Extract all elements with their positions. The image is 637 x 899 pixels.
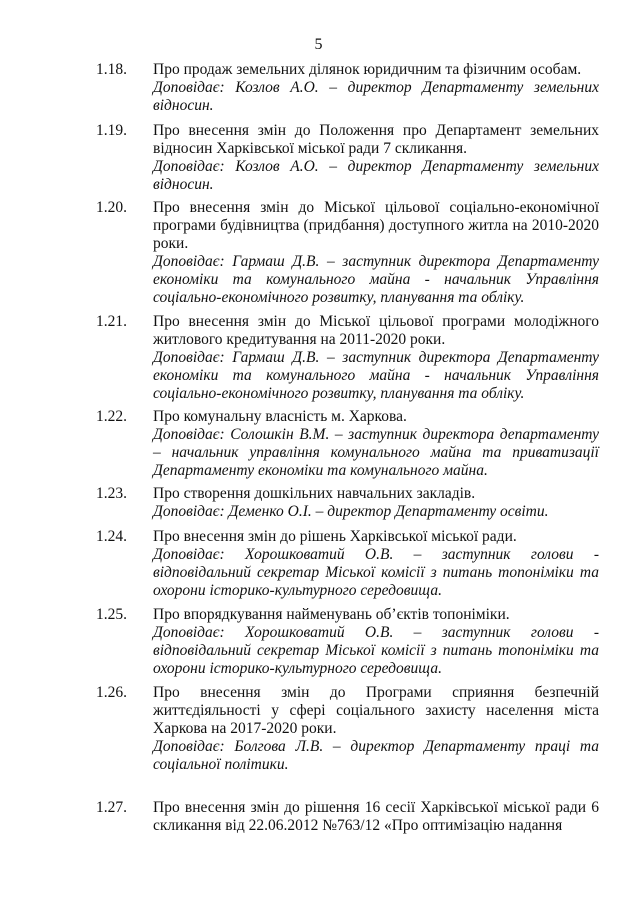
item-title: Про комунальну власність м. Харкова. [153, 408, 407, 425]
item-body [153, 408, 599, 480]
item-number: 1.27. [96, 799, 127, 816]
item-title: Про продаж земельних ділянок юридичним та фізичним особам. [153, 61, 582, 78]
item-speaker: Доповідає: Козлов А.О. – директор Департаменту земельних відносин. [153, 79, 599, 114]
item-number: 1.21. [96, 313, 127, 330]
item-title: Про внесення змін до рішення 16 сесії Харківської міської ради 6 скликання від 22.06.2012 №763/12 «Про оптимізацію надання [153, 799, 599, 834]
item-number: 1.24. [96, 528, 127, 545]
item-body [153, 684, 599, 774]
item-speaker: Доповідає: Болгова Л.В. – директор Департаменту праці та соціальної політики. [153, 738, 599, 773]
item-title: Про внесення змін до Міської цільової програми молодіжного житлового кредитування на 2011-2020 роки. [153, 313, 599, 348]
item-speaker: Доповідає: Гармаш Д.В. – заступник директора Департаменту економіки та комунального майна - начальник Управління соціально-економічного розвитку, планування та обліку. [153, 253, 599, 306]
item-number: 1.23. [96, 485, 127, 502]
item-body [153, 606, 599, 678]
item-number: 1.25. [96, 606, 127, 623]
item-number: 1.20. [96, 199, 127, 216]
item-title: Про внесення змін до Положення про Департамент земельних відносин Харківської міської ради 7 скликання. [153, 122, 599, 157]
item-title: Про впорядкування найменувань об’єктів топоніміки. [153, 606, 510, 623]
item-number: 1.22. [96, 408, 127, 425]
item-speaker: Доповідає: Гармаш Д.В. – заступник директора Департаменту економіки та комунального майна - начальник Управління соціально-економічного розвитку, планування та обліку. [153, 349, 599, 402]
item-title: Про внесення змін до рішень Харківської міської ради. [153, 528, 517, 545]
item-speaker: Доповідає: Козлов А.О. – директор Департаменту земельних відносин. [153, 158, 599, 193]
item-body [153, 485, 599, 521]
page-number: 5 [314, 36, 323, 53]
item-body [153, 61, 599, 115]
item-speaker: Доповідає: Хорошковатий О.В. – заступник голови - відповідальний секретар Міської комісії з питань топоніміки та охорони історико-культурного середовища. [153, 624, 599, 677]
item-body [153, 313, 599, 403]
item-title: Про внесення змін до Програми сприяння безпечній життєдіяльності у сфері соціального захисту населення міста Харкова на 2017-2020 роки. [153, 684, 599, 737]
item-speaker: Доповідає: Деменко О.І. – директор Департаменту освіти. [153, 503, 549, 520]
item-number: 1.19. [96, 122, 127, 139]
item-number: 1.26. [96, 684, 127, 701]
item-number: 1.18. [96, 61, 127, 78]
item-body [153, 122, 599, 194]
item-title: Про створення дошкільних навчальних закладів. [153, 485, 476, 502]
item-speaker: Доповідає: Хорошковатий О.В. – заступник голови - відповідальний секретар Міської комісії з питань топоніміки та охорони історико-культурного середовища. [153, 546, 599, 599]
item-title: Про внесення змін до Міської цільової соціально-економічної програми будівництва (придбання) доступного житла на 2010-2020 роки. [153, 199, 599, 252]
item-body [153, 528, 599, 600]
item-body [153, 199, 599, 307]
item-body [153, 799, 599, 835]
item-speaker: Доповідає: Солошкін В.М. – заступник директора департаменту – начальник управління комунального майна та приватизації Департаменту економіки та комунального майна. [153, 426, 599, 479]
